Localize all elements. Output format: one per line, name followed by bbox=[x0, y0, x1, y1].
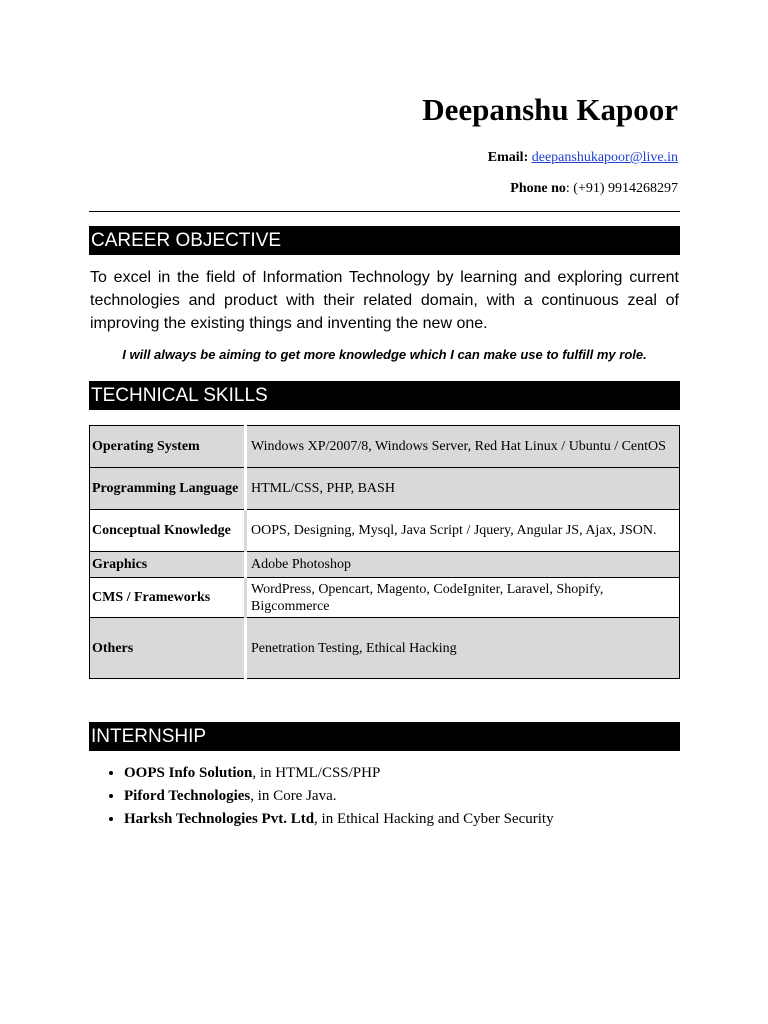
skill-value: WordPress, Opencart, Magento, CodeIgniter, Laravel, Shopify, Bigcommerce bbox=[246, 578, 680, 618]
skill-category: Programming Language bbox=[90, 468, 246, 510]
phone-number: : (+91) 9914268297 bbox=[565, 181, 678, 196]
email-link[interactable]: deepanshukapoor@live.in bbox=[531, 150, 678, 165]
internship-company: Piford Technologies bbox=[124, 788, 251, 804]
table-row bbox=[90, 510, 680, 552]
internship-company: Harksh Technologies Pvt. Ltd bbox=[124, 811, 315, 827]
list-item bbox=[124, 785, 554, 808]
email-label: Email: bbox=[487, 150, 529, 165]
candidate-name: Deepanshu Kapoor bbox=[422, 92, 678, 127]
internship-detail: , in Core Java. bbox=[250, 788, 337, 804]
skill-value: Penetration Testing, Ethical Hacking bbox=[246, 618, 680, 679]
table-row bbox=[90, 618, 680, 679]
list-item bbox=[124, 808, 554, 831]
section-heading-career-objective: CAREER OBJECTIVE bbox=[89, 226, 680, 255]
internship-detail: , in HTML/CSS/PHP bbox=[252, 765, 381, 781]
internship-list bbox=[90, 762, 554, 831]
section-heading-internship: INTERNSHIP bbox=[89, 722, 680, 751]
career-objective-text: To excel in the field of Information Technology by learning and exploring current technologies and product with their related domain, with a continuous zeal of improving the existing things and inventing the new one. bbox=[90, 269, 679, 332]
section-heading-technical-skills: TECHNICAL SKILLS bbox=[89, 381, 680, 410]
skills-table bbox=[89, 425, 680, 679]
skill-value: HTML/CSS, PHP, BASH bbox=[246, 468, 680, 510]
table-row bbox=[90, 426, 680, 468]
table-row bbox=[90, 552, 680, 578]
internship-company: OOPS Info Solution bbox=[124, 765, 253, 781]
skill-category: Operating System bbox=[90, 426, 246, 468]
skill-category: CMS / Frameworks bbox=[90, 578, 246, 618]
skill-value: Windows XP/2007/8, Windows Server, Red Hat Linux / Ubuntu / CentOS bbox=[246, 426, 680, 468]
career-quote: I will always be aiming to get more knowledge which I can make use to fulfill my role. bbox=[122, 347, 647, 362]
header-divider bbox=[89, 211, 680, 212]
phone-label: Phone no bbox=[510, 181, 566, 196]
skill-category: Graphics bbox=[90, 552, 246, 578]
email-line bbox=[488, 150, 678, 166]
skill-value: OOPS, Designing, Mysql, Java Script / Jquery, Angular JS, Ajax, JSON. bbox=[246, 510, 680, 552]
phone-line bbox=[510, 181, 678, 197]
skill-category: Conceptual Knowledge bbox=[90, 510, 246, 552]
table-row bbox=[90, 468, 680, 510]
skill-value: Adobe Photoshop bbox=[246, 552, 680, 578]
skill-category: Others bbox=[90, 618, 246, 679]
internship-detail: , in Ethical Hacking and Cyber Security bbox=[314, 811, 554, 827]
list-item bbox=[124, 762, 554, 785]
table-row bbox=[90, 578, 680, 618]
